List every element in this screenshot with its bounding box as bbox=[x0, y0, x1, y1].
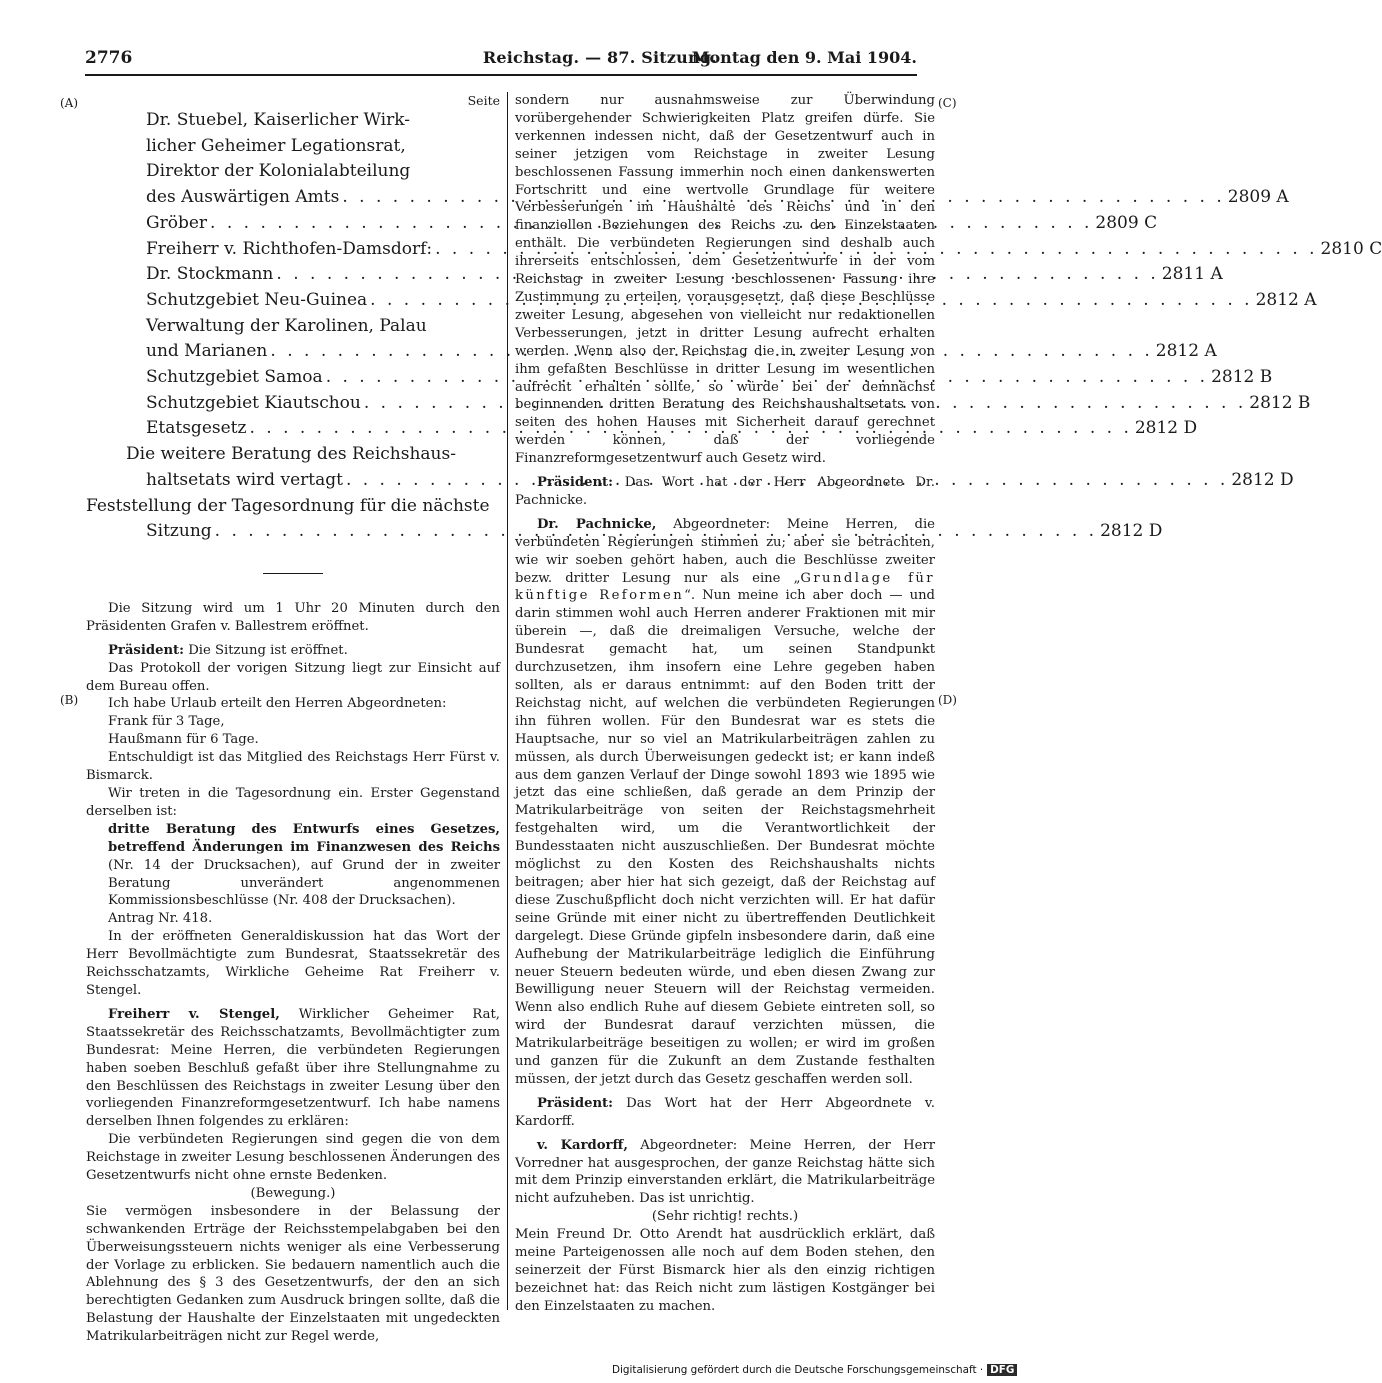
margin-mark-c: (C) bbox=[938, 96, 957, 110]
left-column-text bbox=[86, 600, 500, 1346]
paragraph bbox=[86, 1203, 500, 1346]
toc-entry-page: 2809 C bbox=[1095, 212, 1158, 233]
paragraph bbox=[86, 749, 500, 785]
speaker-name: Präsident: bbox=[108, 642, 185, 658]
paragraph bbox=[515, 92, 935, 468]
paragraph-text: (Bewegung.) bbox=[250, 1185, 336, 1201]
paragraph-text: Wirklicher Geheimer Rat, Staatssekretär des Reichsschatzamts, Bevollmächtigter zum Bundesrat: Meine Herren, die verbündeten Regierungen haben soeben Beschluß gefaßt über ihre Stellungnahme zu den Beschlüssen des Reichstags in zweiter Lesung über den vorliegenden Finanzreformgesetzentwurf. Ich habe namens derselben Ihnen folgendes zu erklären: bbox=[86, 1006, 500, 1130]
paragraph bbox=[515, 1226, 935, 1316]
paragraph bbox=[515, 516, 935, 1089]
paragraph bbox=[515, 1137, 935, 1209]
paragraph-text: (Nr. 14 der Drucksachen), auf Grund der in zweiter Beratung unverändert angenommenen Kommissionsbeschlüsse (Nr. 408 der Drucksachen). bbox=[108, 857, 500, 909]
separator-rule bbox=[263, 573, 323, 574]
right-column bbox=[515, 92, 935, 1316]
toc-entry-label: und Marianen bbox=[146, 341, 268, 362]
paragraph bbox=[515, 474, 935, 510]
paragraph bbox=[86, 1006, 500, 1131]
paragraph-text: Das Protokoll der vorigen Sitzung liegt zur Einsicht auf dem Bureau offen. bbox=[86, 660, 500, 694]
toc-entry bbox=[86, 391, 1311, 417]
paragraph bbox=[86, 1131, 500, 1185]
toc-entry-label: Schutzgebiet Kiautschou bbox=[146, 392, 361, 413]
toc-entry-line: Feststellung der Tagesordnung für die nächste bbox=[86, 495, 490, 516]
paragraph bbox=[515, 1208, 935, 1226]
speaker-name: Präsident: bbox=[537, 475, 614, 491]
margin-mark-b: (B) bbox=[60, 693, 79, 707]
paragraph-text: Das Wort hat der Herr Abgeordnete Dr. Pachnicke. bbox=[515, 475, 935, 508]
speaker-name: v. Kardorff, bbox=[537, 1137, 628, 1153]
session-date: Montag den 9. Mai 1904. bbox=[691, 48, 917, 67]
emphasized-text: Grundlage für künftige Reformen bbox=[515, 570, 935, 604]
paragraph-text: Sie vermögen insbesondere in der Belassung der schwankenden Erträge der Reichsstempelabgaben bei den Überweisungssteuern nichts weniger als eine Verbesserung der Vorlage zu erblicken. Sie bedauern namentlich auch die Ablehnung des § 3 des Gesetzentwurfs, der den an sich berechtigten Gedanken zum Ausdruck bringen sollte, daß die Belastung der Haushalte der Einzelstaaten mit ungedeckten Matrikularbeiträgen nicht zur Regel werde, bbox=[86, 1203, 500, 1345]
toc-entry-page: 2809 A bbox=[1227, 187, 1289, 208]
paragraph bbox=[86, 910, 500, 928]
toc-entry-label: des Auswärtigen Amts bbox=[146, 187, 340, 208]
paragraph-text: Ich habe Urlaub erteilt den Herren Abgeordneten: bbox=[108, 696, 447, 712]
toc-entry-page: 2812 B bbox=[1211, 367, 1273, 388]
toc-entry-line: Dr. Stuebel, Kaiserlicher Wirk- bbox=[146, 110, 410, 130]
paragraph-text: Frank für 3 Tage, bbox=[108, 714, 225, 730]
paragraph-text: Entschuldigt ist das Mitglied des Reichstags Herr Fürst v. Bismarck. bbox=[86, 750, 500, 784]
paragraph-text: Haußmann für 6 Tage. bbox=[108, 732, 259, 748]
paragraph bbox=[86, 600, 500, 636]
toc-entry bbox=[86, 211, 1158, 237]
paragraph bbox=[86, 785, 500, 821]
toc-entry-page: 2810 C bbox=[1320, 238, 1382, 259]
session-title: Reichstag. — 87. Sitzung. bbox=[482, 48, 717, 67]
toc-entry-page: 2812 D bbox=[1134, 418, 1198, 439]
toc-entry bbox=[86, 339, 1217, 365]
toc-entry bbox=[86, 185, 1289, 211]
toc-entry bbox=[86, 288, 1317, 314]
paragraph-text: “. Nun meine ich aber doch — und darin stimmen wohl auch Herren anderer Fraktionen mit mir überein —, daß die dreimaligen Versuche, welche der Bundesrat gemacht hat, um seinen Standpunkt durchzusetzen, ihm insofern eine Lehre gegeben haben sollten, als er daraus entnimmt: auf den Boden tritt der Reichstag nicht, auf welchen die verbündeten Regierungen ihn führen wollen. Für den Bundesrat war es stets die Hauptsache, nur so viel an Matrikularbeiträgen zahlen zu müssen, als durch Überweisungen gedeckt ist; er kann indeß aus dem ganzen Verlauf der Dinge sowohl 1893 wie 1895 wie jetzt das eine schließen, daß gerade an dem Prinzip der Matrikularbeiträge von seiten der Reichstagsmehrheit festgehalten wird, um die Verantwortlichkeit der Bundesstaaten nicht auszuschließen. Der Bundesrat möchte möglichst zu den Kosten des Reichshaushalts nichts beitragen; aber hier hat sich gezeigt, daß der Reichstag auf diese Zuschußpflicht doch nicht verzichten will. Er hat dafür seine Gründe mit einer nicht zu übertreffenden Deutlichkeit dargelegt. Diese Gründe gipfeln insbesondere darin, daß eine Aufhebung der Matrikularbeiträge lediglich die Einführung neuer Steuern bedeuten würde, und eben diesen Zwang zur Bewilligung neuer Steuern will der Reichstag vermeiden. Wenn also endlich Ruhe auf diesem Gebiete eintreten soll, so wird der Bundesrat darauf verzichten müssen, die Matrikularbeiträge beseitigen zu wollen; er wird im großen und ganzen für die Zukunft an dem Zustande festhalten müssen, der jetzt durch das Gesetz geschaffen werden soll. bbox=[515, 588, 936, 1087]
paragraph-text: Abgeordneter: Meine Herren, die verbündeten Regierungen stimmen zu; aber sie betrachten, wie wir soeben gehört haben, auch die Beschlüsse zweiter bezw. dritter Lesung nur als eine „ bbox=[515, 516, 935, 586]
page-number: 2776 bbox=[85, 48, 133, 68]
toc-seite-label: Seite bbox=[467, 93, 500, 108]
toc-entry bbox=[86, 365, 1273, 391]
paragraph-text: sondern nur ausnahmsweise zur Überwindung vorübergehender Schwierigkeiten Platz greifen dürfe. Sie verkennen indessen nicht, daß der Gesetzentwurf auch in seiner jetzigen vom Reichstage in zweiter Lesung beschlossenen Fassung immerhin noch einen dankenswerten Fortschritt und eine wertvolle Grundlage für weitere Verbesserungen im Haushalte des Reichs und in den finanziellen Beziehungen des Reichs zu den Einzelstaaten enthält. Die verbündeten Regierungen sind deshalb auch ihrerseits entschlossen, dem Gesetzentwurfe in der vom Reichstag in zweiter Lesung beschlossenen Fassung ihre Zustimmung zu erteilen, vorausgesetzt, daß diese Beschlüsse zweiter Lesung, abgesehen von vielleicht nur redaktionellen Verbesserungen, jetzt in dritter Lesung aufrecht erhalten werden. Wenn also der Reichstag die in zweiter Lesung von ihm gefaßten Beschlüsse in dritter Lesung im wesentlichen aufrecht erhalten sollte, so würde bei der demnächst beginnenden dritten Beratung des Reichshaushaltsetats von seiten des hohen Hauses mit Sicherheit darauf gerechnet werden können, daß der vorliegende Finanzreformgesetzentwurf auch Gesetz wird. bbox=[515, 93, 935, 467]
footer-text: Digitalisierung gefördert durch die Deutsche Forschungsgemeinschaft · bbox=[612, 1364, 984, 1376]
paragraph-text: Abgeordneter: Meine Herren, der Herr Vorredner hat ausgesprochen, der ganze Reichstag hätte sich mit dem Prinzip einverstanden erklärt, die Matrikularbeiträge nicht aufzuheben. Das ist unrichtig. bbox=[515, 1137, 935, 1207]
margin-mark-a: (A) bbox=[60, 96, 79, 110]
paragraph-text: Wir treten in die Tagesordnung ein. Erster Gegenstand derselben ist: bbox=[86, 786, 500, 819]
right-column-text bbox=[515, 92, 935, 1316]
toc-entry-page: 2812 B bbox=[1249, 392, 1311, 413]
toc-entry-page: 2812 A bbox=[1155, 341, 1217, 362]
toc-entry-label: Gröber bbox=[146, 212, 208, 233]
toc-entry bbox=[86, 416, 1198, 442]
paragraph-text: Die verbündeten Regierungen sind gegen die von dem Reichstage in zweiter Lesung beschlossenen Änderungen des Gesetzentwurfs nicht ohne ernste Bedenken. bbox=[86, 1132, 500, 1184]
paragraph bbox=[86, 695, 500, 713]
toc-entry-line: Verwaltung der Karolinen, Palau bbox=[146, 315, 427, 336]
margin-mark-d: (D) bbox=[938, 693, 957, 707]
paragraph bbox=[86, 821, 500, 911]
running-head bbox=[85, 48, 917, 76]
paragraph-text: In der eröffneten Generaldiskussion hat das Wort der Herr Bevollmächtigte zum Bundesrat, Staatssekretär des Reichsschatzamts, Wirkliche Geheime Rat Freiherr v. Stengel. bbox=[86, 929, 500, 998]
footer-credit bbox=[612, 1364, 1017, 1376]
toc-entry-line: Die weitere Beratung des Reichshaus- bbox=[126, 444, 456, 465]
agenda-item-title: dritte Beratung des Entwurfs eines Gesetzes, betreffend Änderungen im Finanzwesen des Reichs bbox=[108, 821, 500, 855]
speaker-name: Freiherr v. Stengel, bbox=[108, 1006, 280, 1022]
paragraph-text: Mein Freund Dr. Otto Arendt hat ausdrücklich erklärt, daß meine Parteigenossen alle noch auf dem Boden stehen, den seinerzeit der Fürst Bismarck hier als den einzig richtigen bezeichnet hat: das Reich nicht zum lästigen Kostgänger bei den Einzelstaaten zu machen. bbox=[515, 1227, 935, 1314]
paragraph-text: (Sehr richtig! rechts.) bbox=[651, 1209, 799, 1225]
toc-entry-page: 2812 A bbox=[1255, 289, 1317, 310]
toc-entry-label: haltsetats wird vertagt bbox=[146, 469, 343, 490]
paragraph-text: Antrag Nr. 418. bbox=[108, 911, 213, 927]
toc-entry-line: licher Geheimer Legationsrat, bbox=[146, 135, 406, 156]
paragraph-text: Das Wort hat der Herr Abgeordnete v. Kardorff. bbox=[515, 1095, 935, 1129]
paragraph bbox=[86, 713, 500, 731]
column-divider bbox=[507, 92, 508, 1310]
toc-entry-page: 2812 D bbox=[1231, 469, 1294, 490]
paragraph-text: Die Sitzung wird um 1 Uhr 20 Minuten durch den Präsidenten Grafen v. Ballestrem eröffnet. bbox=[86, 600, 500, 634]
dfg-logo: DFG bbox=[987, 1364, 1017, 1376]
toc-entry-label: Schutzgebiet Neu-Guinea bbox=[146, 289, 368, 310]
speaker-name: Dr. Pachnicke, bbox=[537, 516, 657, 532]
paragraph bbox=[515, 1095, 935, 1131]
speaker-name: Präsident: bbox=[537, 1095, 614, 1111]
paragraph bbox=[86, 660, 500, 696]
paragraph bbox=[86, 731, 500, 749]
toc-entry-line: Direktor der Kolonialabteilung bbox=[146, 161, 411, 182]
paragraph bbox=[86, 1185, 500, 1203]
toc-entry-label: Sitzung bbox=[146, 521, 212, 542]
toc-entry-page: 2812 D bbox=[1100, 521, 1163, 542]
toc-entry bbox=[86, 262, 1223, 288]
toc-entry-label: Dr. Stockmann bbox=[146, 264, 274, 285]
toc-entry-label: Freiherr v. Richthofen-Damsdorf: bbox=[146, 238, 433, 259]
toc-entry-page: 2811 A bbox=[1161, 264, 1223, 285]
paragraph bbox=[86, 928, 500, 1000]
paragraph-text: Die Sitzung ist eröffnet. bbox=[184, 642, 348, 658]
toc-entry bbox=[86, 237, 1382, 263]
toc-entry-label: Etatsgesetz bbox=[146, 418, 247, 439]
toc-entry-label: Schutzgebiet Samoa bbox=[146, 367, 323, 388]
paragraph bbox=[86, 642, 500, 660]
